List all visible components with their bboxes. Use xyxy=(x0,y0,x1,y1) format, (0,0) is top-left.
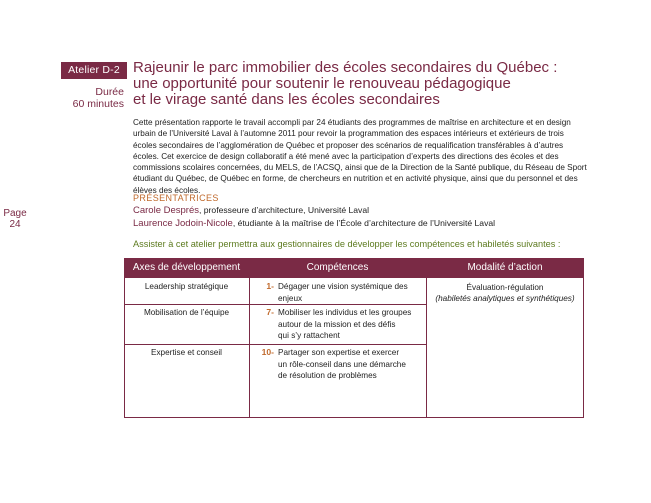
header-competences: Compétences xyxy=(306,262,369,273)
duration-label: Durée xyxy=(95,86,124,98)
competence-line: Mobiliser les individus et les groupes xyxy=(278,308,412,317)
duration xyxy=(58,86,124,110)
competence-text xyxy=(278,281,426,304)
competence-text xyxy=(278,347,426,382)
presenter-name: Laurence Jodoin-Nicole xyxy=(133,218,233,229)
col-separator-1 xyxy=(249,278,250,418)
page-title xyxy=(133,59,558,108)
competence-item xyxy=(254,307,422,343)
assist-statement: Assister à cet atelier permettra aux gestionnaires de développer les compétences et habiletés suivantes : xyxy=(133,239,561,249)
presenter-2 xyxy=(133,218,495,229)
atelier-badge: Atelier D-2 xyxy=(61,62,127,79)
competence-line: un rôle-conseil dans une démarche xyxy=(278,359,406,369)
competence-number: 7- xyxy=(266,307,274,317)
row-separator-1 xyxy=(124,304,426,305)
competence-number: 1- xyxy=(266,281,274,291)
table-border-left xyxy=(124,278,125,418)
header-axes: Axes de développement xyxy=(132,262,241,273)
presenters-heading: PRÉSENTATRICES xyxy=(133,193,219,203)
page-number: 24 xyxy=(9,219,21,230)
axe-cell: Mobilisation de l’équipe xyxy=(143,308,230,317)
presenter-role: , étudiante à la maîtrise de l’École d’architecture de l’Université Laval xyxy=(232,218,496,228)
col-separator-2 xyxy=(426,278,427,418)
competence-line: autour de la mission et des défis xyxy=(278,319,396,329)
page-label: Page xyxy=(3,208,27,219)
competence-line: Dégager une vision systémique des xyxy=(278,282,408,291)
axe-cell: Leadership stratégique xyxy=(144,282,229,291)
axe-cell: Expertise et conseil xyxy=(151,348,222,357)
competences-table xyxy=(124,258,584,418)
competence-line: Partager son expertise et exercer xyxy=(278,348,400,357)
title-line-3: et le virage santé dans les écoles secondaires xyxy=(133,91,440,108)
competence-text xyxy=(278,307,426,342)
table-border-right xyxy=(583,278,584,418)
competence-line: de résolution de problèmes xyxy=(278,371,377,380)
title-line-2: une opportunité pour soutenir le renouveau pédagogique xyxy=(133,75,511,92)
header-modalite: Modalité d’action xyxy=(467,262,543,273)
intro-paragraph: Cette présentation rapporte le travail accompli par 24 étudiants des programmes de maîtrise en architecture et en design urbain de l’Université Laval à l’automne 2011 pour revoir la programmation des espaces intérieurs et extérieurs de trois écoles secondaires de l’agglomération de Québec et proposer des scénarios de requalification transférables à d’autres écoles. Cet exercice de design collaboratif a été mené avec la participation d’experts des directions des écoles et des commissions scolaires concernées, du MELS, de l’ACSQ, ainsi que de la Direction de la Santé publique, du Réseau de Sport étudiant du Québec, de Québec en forme, de chercheurs en nutrition et en activité physique, ainsi que du personnel et des élèves des écoles. xyxy=(133,118,587,195)
presenter-name: Carole Després xyxy=(133,205,199,216)
table-header xyxy=(124,258,584,278)
modalite-cell xyxy=(429,282,581,304)
competence-item xyxy=(254,281,422,303)
modalite-main: Évaluation-régulation xyxy=(466,283,544,292)
page-indicator xyxy=(2,208,28,230)
table-border-bottom xyxy=(124,417,584,418)
duration-value: 60 minutes xyxy=(72,98,124,110)
row-separator-2 xyxy=(124,344,426,345)
competence-number: 10- xyxy=(261,347,274,357)
presenter-1 xyxy=(133,205,369,216)
presenter-role: , professeure d’architecture, Université Laval xyxy=(199,205,370,215)
competence-item xyxy=(254,347,422,383)
competence-line: enjeux xyxy=(278,293,303,303)
competence-line: qui s’y rattachent xyxy=(278,331,340,340)
modalite-sub: (habiletés analytiques et synthétiques) xyxy=(435,294,575,303)
title-line-1: Rajeunir le parc immobilier des écoles secondaires du Québec : xyxy=(133,59,558,76)
